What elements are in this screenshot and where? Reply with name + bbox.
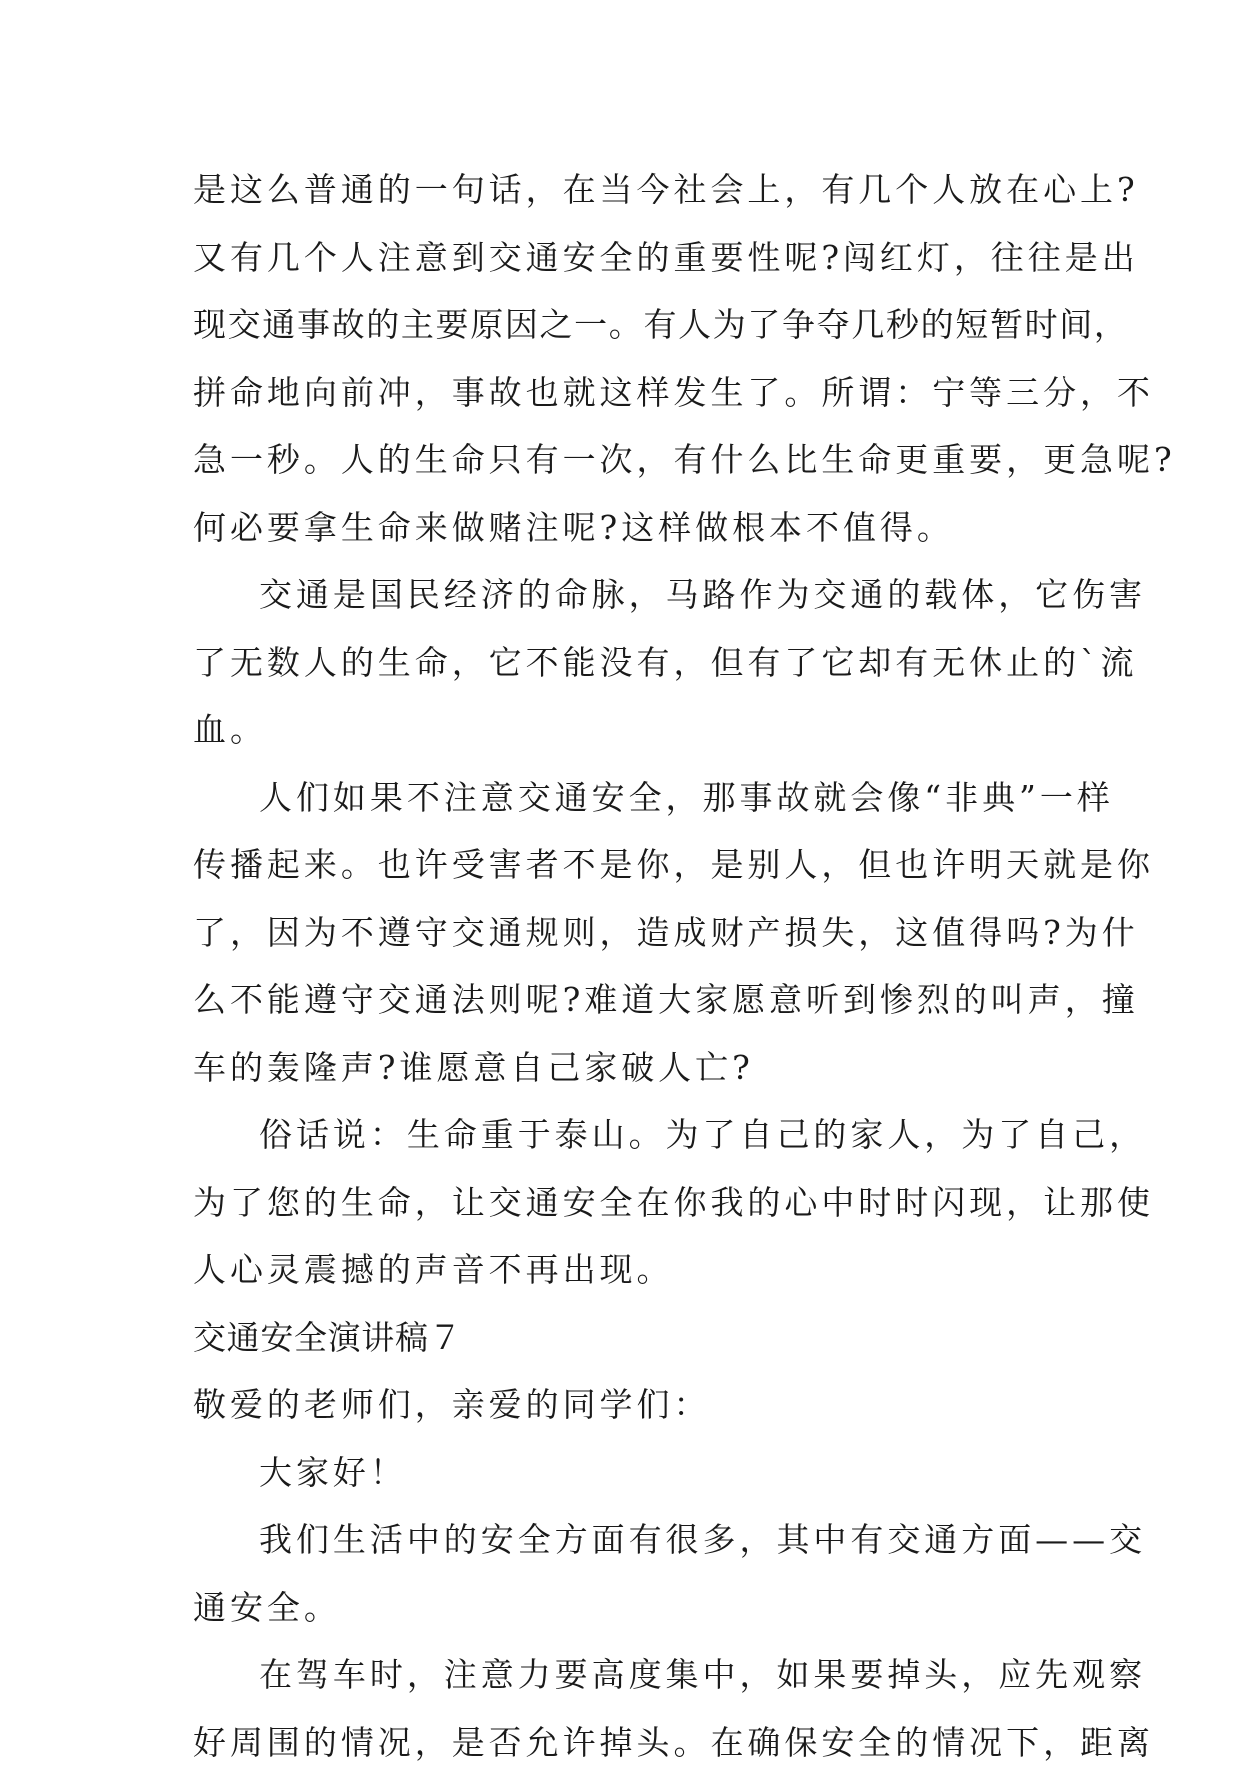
- paragraph: [193, 156, 1073, 561]
- greeting: 大家好！: [193, 1439, 1073, 1507]
- document-page: [193, 156, 1073, 1776]
- text-line: 现交通事故的主要原因之一。有人为了争夺几秒的短暂时间，: [193, 291, 1073, 359]
- paragraph: [193, 561, 1073, 764]
- text-line: 又有几个人注意到交通安全的重要性呢?闯红灯，往往是出: [193, 224, 1073, 292]
- text-line: 么不能遵守交通法则呢?难道大家愿意听到惨烈的叫声，撞: [193, 966, 1073, 1034]
- paragraph: [193, 1506, 1073, 1641]
- text-line: 俗话说：生命重于泰山。为了自己的家人，为了自己，: [193, 1101, 1073, 1169]
- salutation: 敬爱的老师们，亲爱的同学们：: [193, 1371, 1073, 1439]
- text-line: 我们生活中的安全方面有很多，其中有交通方面——交: [193, 1506, 1073, 1574]
- paragraph: [193, 1641, 1073, 1776]
- text-line: 人心灵震撼的声音不再出现。: [193, 1236, 1073, 1304]
- text-line: 为了您的生命，让交通安全在你我的心中时时闪现，让那使: [193, 1169, 1073, 1237]
- text-line: 了无数人的生命，它不能没有，但有了它却有无休止的`流: [193, 629, 1073, 697]
- text-line: 好周围的情况，是否允许掉头。在确保安全的情况下，距离: [193, 1709, 1073, 1776]
- text-line: 血。: [193, 696, 1073, 764]
- text-line: 在驾车时，注意力要高度集中，如果要掉头，应先观察: [193, 1641, 1073, 1709]
- text-line: 传播起来。也许受害者不是你，是别人，但也许明天就是你: [193, 831, 1073, 899]
- text-line: 急一秒。人的生命只有一次，有什么比生命更重要，更急呢?: [193, 426, 1073, 494]
- text-line: 拼命地向前冲，事故也就这样发生了。所谓：宁等三分，不: [193, 359, 1073, 427]
- text-line: 车的轰隆声?谁愿意自己家破人亡?: [193, 1034, 1073, 1102]
- paragraph: [193, 1101, 1073, 1304]
- text-line: 通安全。: [193, 1574, 1073, 1642]
- section-title: 交通安全演讲稿７: [193, 1304, 1073, 1372]
- text-line: 交通是国民经济的命脉，马路作为交通的载体，它伤害: [193, 561, 1073, 629]
- text-line: 人们如果不注意交通安全，那事故就会像“非典”一样: [193, 764, 1073, 832]
- paragraph: [193, 764, 1073, 1102]
- text-line: 是这么普通的一句话，在当今社会上，有几个人放在心上?: [193, 156, 1073, 224]
- text-line: 何必要拿生命来做赌注呢?这样做根本不值得。: [193, 494, 1073, 562]
- text-line: 了，因为不遵守交通规则，造成财产损失，这值得吗?为什: [193, 899, 1073, 967]
